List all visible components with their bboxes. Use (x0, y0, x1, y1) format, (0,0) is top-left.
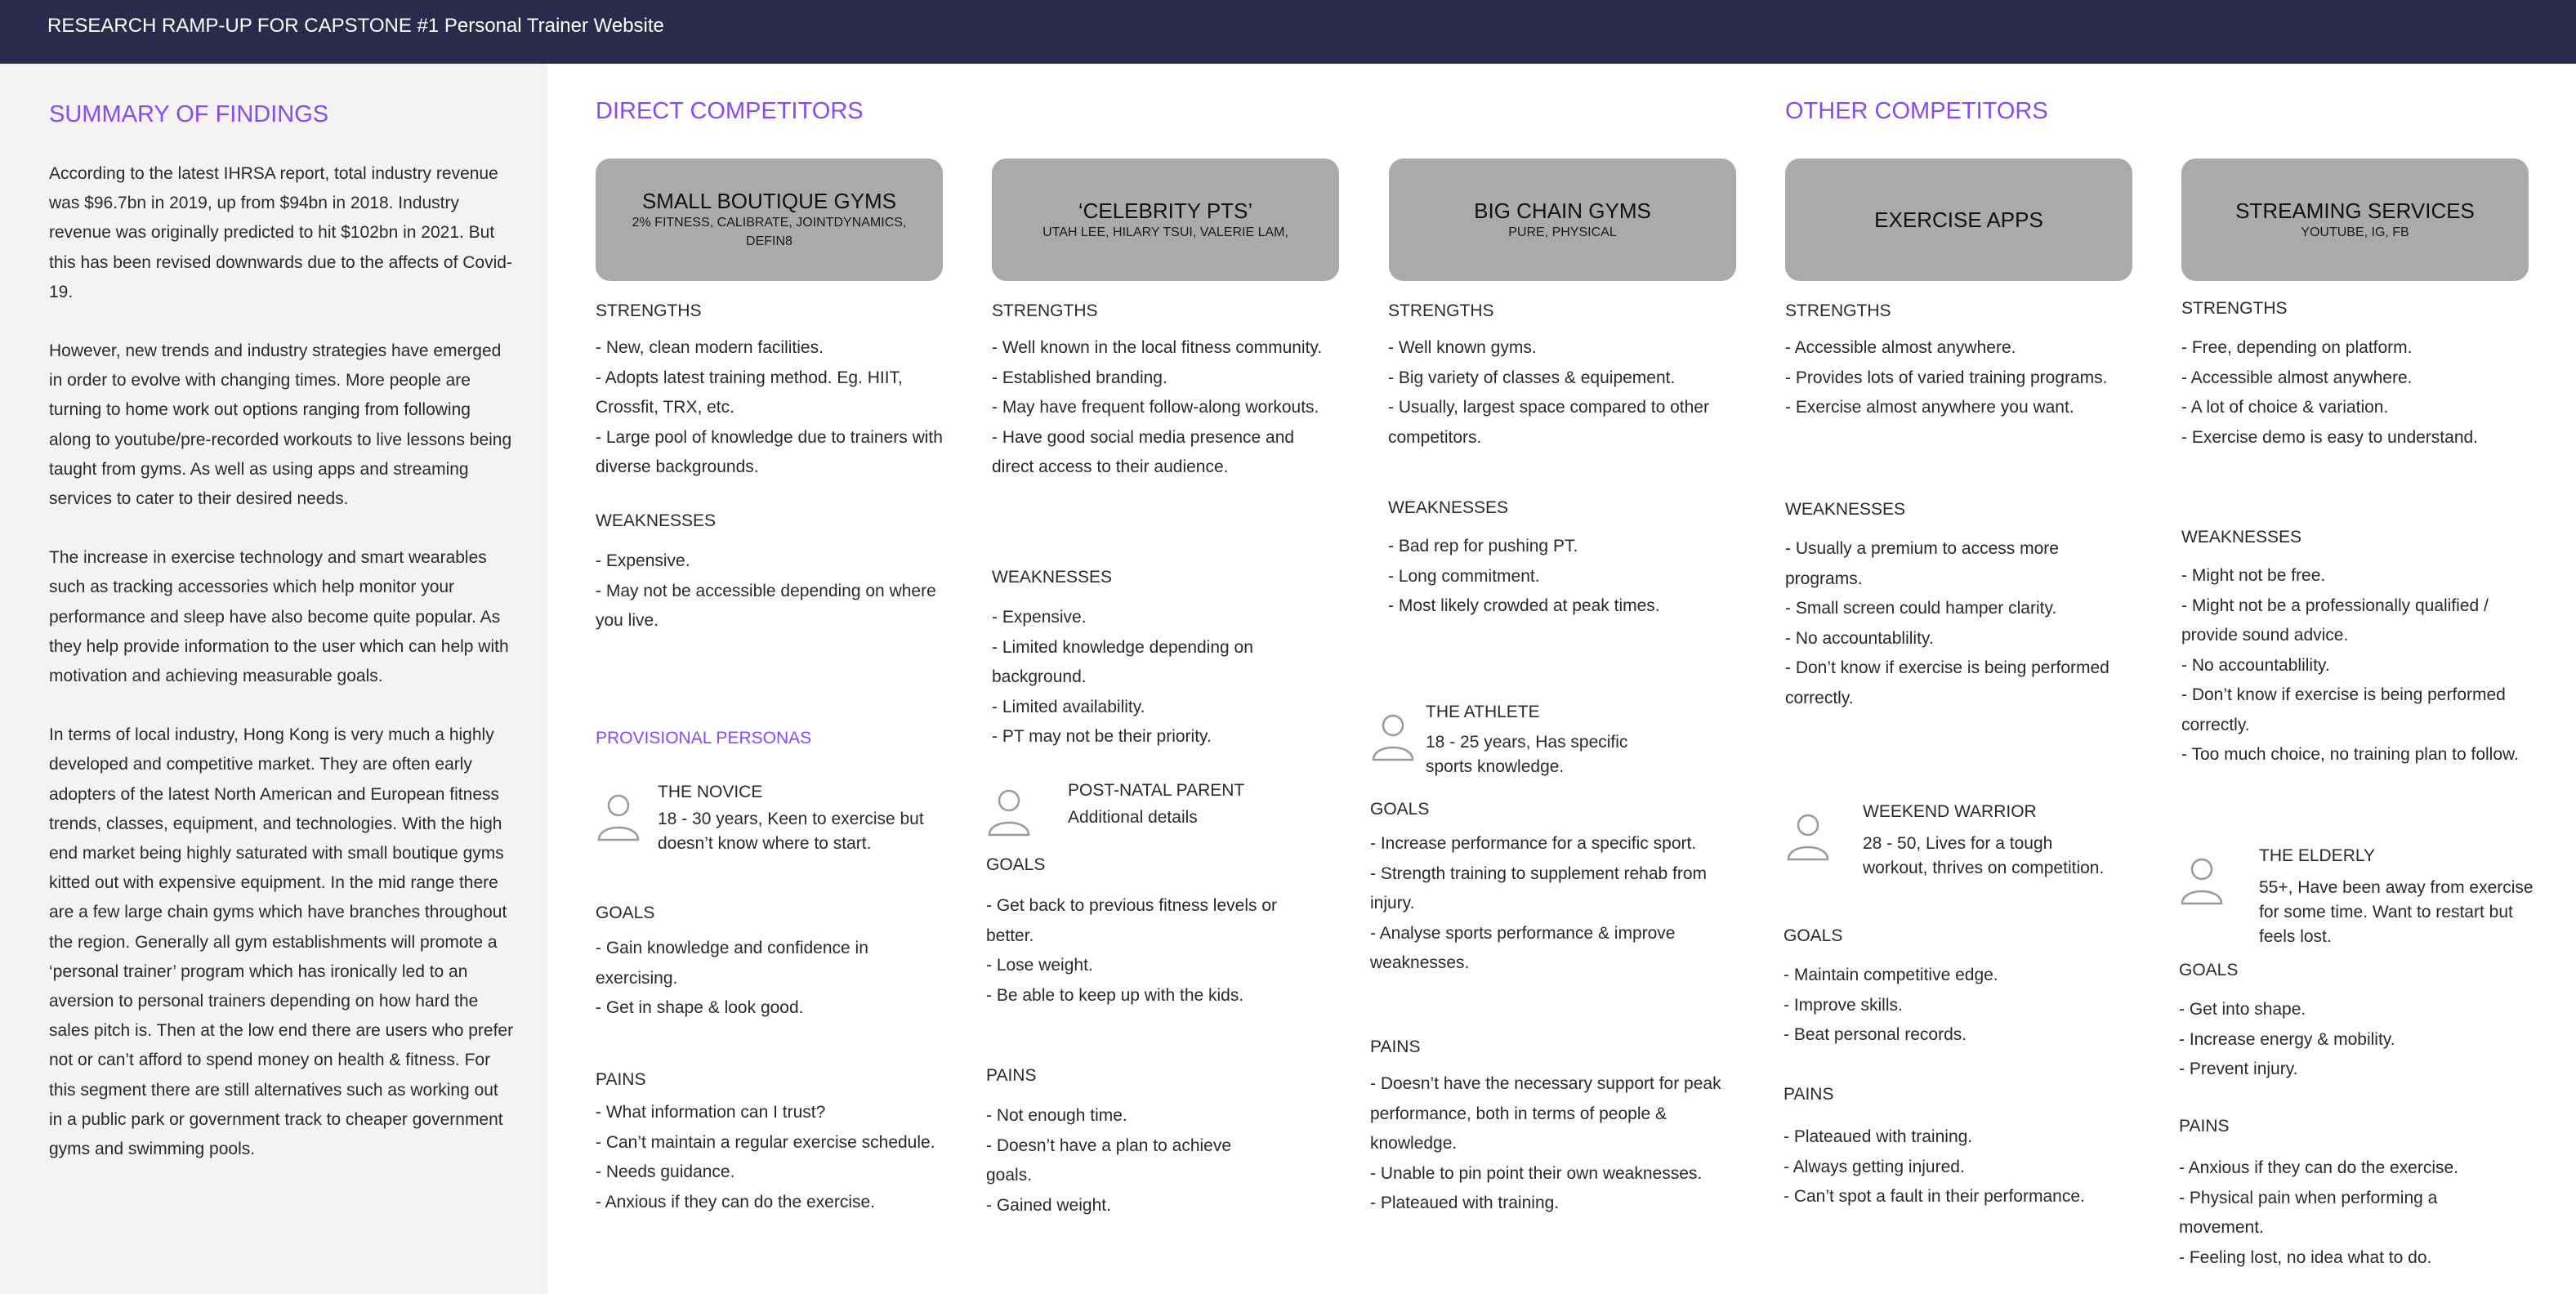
list-item: - Can’t maintain a regular exercise schedule. (596, 1132, 935, 1152)
persona-name: THE ATHLETE (1426, 703, 1540, 721)
card-title: STREAMING SERVICES (2235, 198, 2475, 223)
weaknesses-label: WEAKNESSES (992, 568, 1113, 587)
card-subtitle: PURE, PHYSICAL (1508, 225, 1617, 239)
list-item: - Expensive. (596, 551, 690, 570)
persona-description: 55+, Have been away from exercise for some time. Want to restart but feels lost. (2259, 878, 2534, 946)
list-item: - Doesn’t have a plan to achieve goals. (986, 1136, 1232, 1185)
weaknesses-label: WEAKNESSES (596, 511, 717, 530)
strengths-label: STRENGTHS (1388, 301, 1494, 320)
direct-competitors-heading: DIRECT COMPETITORS (596, 98, 864, 124)
persona-name: WEEKEND WARRIOR (1863, 802, 2037, 821)
avatar-icon (986, 784, 1032, 838)
list-item: - Limited availability. (992, 697, 1145, 716)
list-item: - Needs guidance. (596, 1162, 735, 1181)
persona-weekend-warrior (1785, 802, 2136, 876)
list-item: - Limited knowledge depending on background. (992, 637, 1253, 686)
strengths-list (992, 333, 1335, 483)
goals-list (2179, 995, 2522, 1085)
competitor-card-streaming-services (2181, 158, 2529, 281)
list-item: - Don’t know if exercise is being performed correctly. (2181, 685, 2506, 734)
list-item: - Large pool of knowledge due to trainers with diverse backgrounds. (596, 427, 943, 476)
goals-label: GOALS (1370, 800, 1430, 819)
list-item: - Be able to keep up with the kids. (986, 985, 1244, 1005)
weaknesses-list (1785, 534, 2128, 713)
competitor-card-small-boutique-gyms (596, 158, 943, 281)
list-item: - Have good social media presence and direct access to their audience. (992, 427, 1295, 476)
pains-label: PAINS (2179, 1117, 2230, 1136)
weaknesses-label: WEAKNESSES (2181, 528, 2302, 547)
avatar-icon (1370, 709, 1416, 763)
list-item: - Well known gyms. (1388, 338, 1537, 357)
persona-description: 28 - 50, Lives for a tough workout, thrives on competition. (1863, 834, 2105, 877)
list-item: - Well known in the local fitness community. (992, 338, 1323, 357)
competitor-card-big-chain-gyms (1389, 158, 1736, 281)
persona-name: THE NOVICE (658, 783, 763, 801)
list-item: - Exercise almost anywhere you want. (1785, 398, 2074, 417)
list-item: - Get into shape. (2179, 1000, 2306, 1019)
goals-list (986, 891, 1313, 1011)
avatar-icon (596, 789, 641, 843)
list-item: - Bad rep for pushing PT. (1388, 537, 1578, 556)
goals-label: GOALS (2179, 961, 2239, 979)
list-item: - New, clean modern facilities. (596, 338, 824, 357)
list-item: - Unable to pin point their own weaknesses. (1370, 1163, 1703, 1183)
pains-label: PAINS (1370, 1037, 1421, 1056)
list-item: - Always getting injured. (1784, 1157, 1965, 1176)
strengths-label: STRENGTHS (1785, 301, 1891, 320)
competitor-card-celebrity-pts (992, 158, 1339, 281)
list-item: - Provides lots of varied training programs. (1785, 368, 2108, 387)
list-item: - Prevent injury. (2179, 1060, 2298, 1078)
strengths-label: STRENGTHS (992, 301, 1098, 320)
pains-label: PAINS (596, 1070, 646, 1089)
list-item: - Most likely crowded at peak times. (1388, 596, 1660, 615)
strengths-list (596, 333, 947, 483)
list-item: - Can’t spot a fault in their performance. (1784, 1187, 2085, 1206)
list-item: - A lot of choice & variation. (2181, 398, 2389, 417)
list-item: - Adopts latest training method. Eg. HIIT, Crossfit, TRX, etc. (596, 368, 903, 417)
list-item: - Big variety of classes & equipement. (1388, 368, 1676, 387)
persona-the-elderly (2179, 846, 2538, 946)
strengths-list (1785, 333, 2136, 423)
goals-list (596, 934, 947, 1024)
strengths-list (1388, 333, 1739, 453)
list-item: - Doesn’t have the necessary support for peak performance, both in terms of people & knowledge. (1370, 1074, 1721, 1153)
weaknesses-label: WEAKNESSES (1388, 498, 1509, 517)
list-item: - PT may not be their priority. (992, 727, 1212, 746)
list-item: - No accountablility. (1785, 628, 1934, 648)
weaknesses-list (992, 603, 1319, 752)
weaknesses-list (1388, 532, 1739, 622)
list-item: - Maintain competitive edge. (1784, 966, 1998, 984)
list-item: - Free, depending on platform. (2181, 338, 2413, 357)
pains-list (986, 1101, 1280, 1220)
list-item: - Accessible almost anywhere. (2181, 368, 2413, 387)
list-item: - Accessible almost anywhere. (1785, 338, 2016, 357)
list-item: - Physical pain when performing a movement. (2179, 1188, 2438, 1237)
pains-list (2179, 1153, 2522, 1273)
list-item: - Lose weight. (986, 956, 1093, 975)
summary-title: SUMMARY OF FINDINGS (49, 101, 329, 127)
list-item: - Not enough time. (986, 1106, 1127, 1125)
summary-paragraph: However, new trends and industry strategies have emerged in order to evolve with changing times. More people are turning to home work out options ranging from following along to youtube/pre-recorded workouts to live lessons being taught from gyms. As well as using apps and streaming services to cater to their desired needs. (49, 341, 512, 509)
other-competitors-heading: OTHER COMPETITORS (1785, 98, 2048, 124)
list-item: - Established branding. (992, 368, 1167, 387)
list-item: - Don’t know if exercise is being performed correctly. (1785, 658, 2109, 707)
persona-name: POST-NATAL PARENT (1068, 781, 1245, 800)
persona-description: 18 - 25 years, Has specific sports knowledge. (1426, 733, 1628, 776)
list-item: - May have frequent follow-along workouts. (992, 398, 1319, 417)
card-subtitle: UTAH LEE, HILARY TSUI, VALERIE LAM, (1042, 225, 1288, 239)
list-item: - Anxious if they can do the exercise. (596, 1192, 876, 1211)
strengths-label: STRENGTHS (596, 301, 702, 320)
list-item: - Gained weight. (986, 1195, 1111, 1215)
list-item: - Usually, largest space compared to other competitors. (1388, 398, 1709, 447)
list-item: - Anxious if they can do the exercise. (2179, 1158, 2459, 1177)
weaknesses-list (596, 547, 947, 636)
persona-the-athlete (1370, 703, 1721, 776)
list-item: - May not be accessible depending on where you live. (596, 581, 936, 630)
summary-paragraphs (49, 159, 515, 1194)
persona-post-natal-parent (986, 778, 1337, 851)
list-item: - Usually a premium to access more programs. (1785, 539, 2059, 588)
competitor-card-exercise-apps (1785, 158, 2132, 281)
list-item: - Improve skills. (1784, 995, 1903, 1015)
pains-list (1370, 1069, 1738, 1219)
strengths-label: STRENGTHS (2181, 299, 2288, 318)
pains-list (596, 1098, 947, 1217)
card-title: ‘CELEBRITY PTS’ (1078, 198, 1253, 223)
pains-list (1784, 1122, 2094, 1212)
card-title: SMALL BOUTIQUE GYMS (641, 189, 897, 213)
list-item: - Increase performance for a specific sport. (1370, 834, 1697, 853)
list-item: - Beat personal records. (1784, 1025, 1967, 1044)
top-bar (0, 0, 2576, 64)
goals-list (1370, 829, 1738, 979)
page-title: RESEARCH RAMP-UP FOR CAPSTONE #1 Personal Trainer Website (47, 15, 664, 37)
list-item: - Might not be a professionally qualified / provide sound advice. (2181, 596, 2489, 645)
goals-label: GOALS (596, 904, 655, 922)
list-item: - Strength training to supplement rehab from injury. (1370, 863, 1708, 912)
list-item: - Plateaued with training. (1784, 1127, 1973, 1146)
list-item: - Get in shape & look good. (596, 998, 804, 1017)
list-item: - Plateaued with training. (1370, 1194, 1560, 1212)
weaknesses-list (2181, 561, 2541, 770)
goals-label: GOALS (986, 855, 1046, 874)
list-item: - Long commitment. (1388, 566, 1540, 586)
persona-the-novice (596, 783, 947, 856)
list-item: - Gain knowledge and confidence in exercising. (596, 939, 868, 988)
list-item: - Might not be free. (2181, 566, 2326, 585)
card-title: EXERCISE APPS (1874, 207, 2043, 232)
summary-paragraph: The increase in exercise technology and smart wearables such as tracking accessories which help monitor your performance and sleep have also become quite popular. As they help provide information to the user which can help with motivation and achieving measurable goals. (49, 548, 509, 686)
summary-paragraph: In terms of local industry, Hong Kong is very much a highly developed and competitive market. They are often early adopters of the latest North American and European fitness trends, classes, equipment, and technologies. With the high end market being highly saturated with small boutique gyms kitted out with expensive equipment. In the mid range there are a few large chain gyms which have branches throughout the region. Generally all gym establishments will promote a ‘personal trainer’ program which has ironically led to an aversion to personal trainers depending on how hard the sales pitch is. Then at the low end there are users who prefer not or can’t afford to spend money on health & fitness. For this segment there are still alternatives such as working out in a public park or government track to cheaper government gyms and swimming pools. (49, 725, 514, 1159)
persona-description: Additional details (1068, 808, 1198, 827)
pains-label: PAINS (986, 1066, 1037, 1085)
list-item: - Exercise demo is easy to understand. (2181, 427, 2479, 447)
persona-description: 18 - 30 years, Keen to exercise but doesn’t know where to start. (658, 810, 924, 853)
list-item: - Small screen could hamper clarity. (1785, 599, 2057, 618)
goals-list (1784, 961, 2127, 1051)
list-item: - Feeling lost, no idea what to do. (2179, 1247, 2432, 1267)
list-item: - Expensive. (992, 608, 1087, 627)
summary-paragraph: According to the latest IHRSA report, total industry revenue was $96.7bn in 2019, up from $94bn in 2018. Industry revenue was originally predicted to hit $102bn in 2021. But this has been revised downwards due to the affects of Covid-19. (49, 164, 512, 301)
persona-name: THE ELDERLY (2259, 846, 2375, 865)
list-item: - What information can I trust? (596, 1103, 826, 1122)
pains-label: PAINS (1784, 1085, 1834, 1104)
list-item: - Analyse sports performance & improve weaknesses. (1370, 923, 1676, 972)
goals-label: GOALS (1784, 926, 1843, 945)
list-item: - Increase energy & mobility. (2179, 1029, 2395, 1049)
weaknesses-label: WEAKNESSES (1785, 500, 1906, 519)
avatar-icon (2179, 853, 2225, 907)
card-title: BIG CHAIN GYMS (1474, 198, 1651, 223)
provisional-personas-heading: PROVISIONAL PERSONAS (596, 729, 812, 747)
list-item: - Too much choice, no training plan to follow. (2181, 745, 2519, 764)
list-item: - No accountablility. (2181, 655, 2330, 675)
card-subtitle: YOUTUBE, IG, FB (2301, 225, 2409, 239)
strengths-list (2181, 333, 2533, 453)
card-subtitle: 2% FITNESS, CALIBRATE, JOINTDYNAMICS, DEFIN8 (632, 216, 907, 248)
avatar-icon (1785, 809, 1831, 863)
list-item: - Get back to previous fitness levels or better. (986, 896, 1277, 945)
